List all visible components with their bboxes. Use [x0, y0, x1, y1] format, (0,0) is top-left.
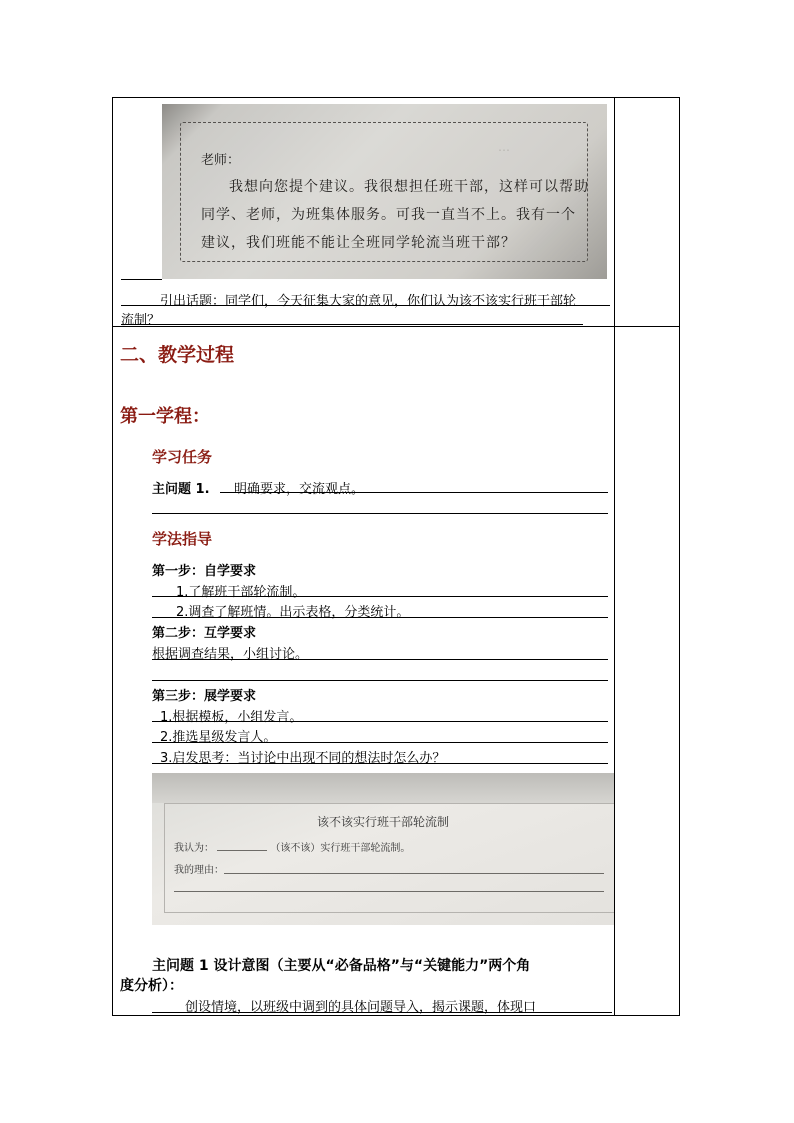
form-opinion-label: 我认为：	[174, 843, 214, 854]
step3-item-1: 1.根据模板，小组发言。	[160, 710, 303, 725]
task-heading: 学习任务	[152, 448, 213, 466]
step3-item-3: 3.启发思考：当讨论中出现不同的想法时怎么办？	[160, 751, 446, 766]
section-heading: 二、教学过程	[120, 344, 235, 366]
design-intent-title-2: 度分析）：	[120, 978, 183, 994]
form-reason-label: 我的理由：	[174, 865, 224, 876]
method-heading: 学法指导	[152, 530, 213, 548]
table-row-divider	[112, 326, 680, 327]
form-template-photo	[152, 773, 614, 925]
step2-title: 第二步：互学要求	[152, 626, 257, 641]
form-reason-line-2	[174, 891, 604, 892]
form-reason-line-1	[224, 873, 604, 874]
stage-heading: 第一学程：	[120, 406, 210, 427]
letter-card	[180, 122, 588, 262]
form-row-opinion	[174, 839, 410, 854]
intro-underline-2	[121, 324, 583, 325]
form-opinion-blank	[217, 850, 267, 851]
step3-underline-3	[152, 763, 608, 764]
form-title: 该不该实行班干部轮流制	[316, 815, 449, 829]
letter-body: 我想向您提个建议。我很想担任班干部，这样可以帮助同学、老师，为班集体服务。可我一直当不上。我有一个建议，我们班能不能让全班同学轮流当班干部？	[201, 179, 589, 251]
step2-underline-1	[152, 659, 608, 660]
step1-underline-1	[152, 596, 608, 597]
step3-underline-1	[152, 721, 608, 722]
photo-page-edge	[152, 773, 614, 803]
step2-item-1: 根据调查结果，小组讨论。	[152, 647, 309, 662]
intro-underline-1	[121, 305, 610, 306]
step3-title: 第三步：展学要求	[152, 689, 257, 704]
letter-photo: … 老师： 我想向您提个建议。我很想担任班干部，这样可以帮助同学、老师，为班集体服务。可我一直当不上。我有一个建议，我们班能不能让全班同学轮流当班干部？	[162, 104, 607, 279]
step1-title: 第一步：自学要求	[152, 564, 257, 579]
step1-underline-2	[152, 617, 608, 618]
form-opinion-text: （该不该）实行班干部轮流制。	[270, 843, 411, 854]
step3-item-2: 2.推选星级发言人。	[160, 730, 277, 745]
blank-underline	[121, 279, 162, 280]
blank-line	[152, 513, 608, 514]
design-intent-text: 创设情境，以班级中调到的具体问题导入，揭示课题，体现口	[185, 1000, 537, 1015]
main-question-label: 主问题 1.	[152, 482, 210, 497]
table-column-divider	[614, 97, 615, 1016]
step2-underline-2	[152, 680, 608, 681]
step1-item-2: 2.调查了解班情。出示表格，分类统计。	[176, 605, 410, 620]
letter-greeting: 老师：	[201, 153, 241, 168]
intro-line-1: 引出话题：同学们，今天征集大家的意见，你们认为该不该实行班干部轮	[160, 294, 577, 309]
main-question-underline	[220, 492, 608, 493]
step3-underline-2	[152, 742, 608, 743]
intro-line-2: 流制？	[121, 313, 161, 328]
design-intent-title-1: 主问题 1 设计意图（主要从“必备品格”与“关键能力”两个角	[152, 958, 531, 974]
main-question-text: 明确要求，交流观点。	[234, 482, 365, 497]
design-intent-underline	[152, 1012, 612, 1013]
step1-item-1: 1.了解班干部轮流制。	[176, 585, 306, 600]
